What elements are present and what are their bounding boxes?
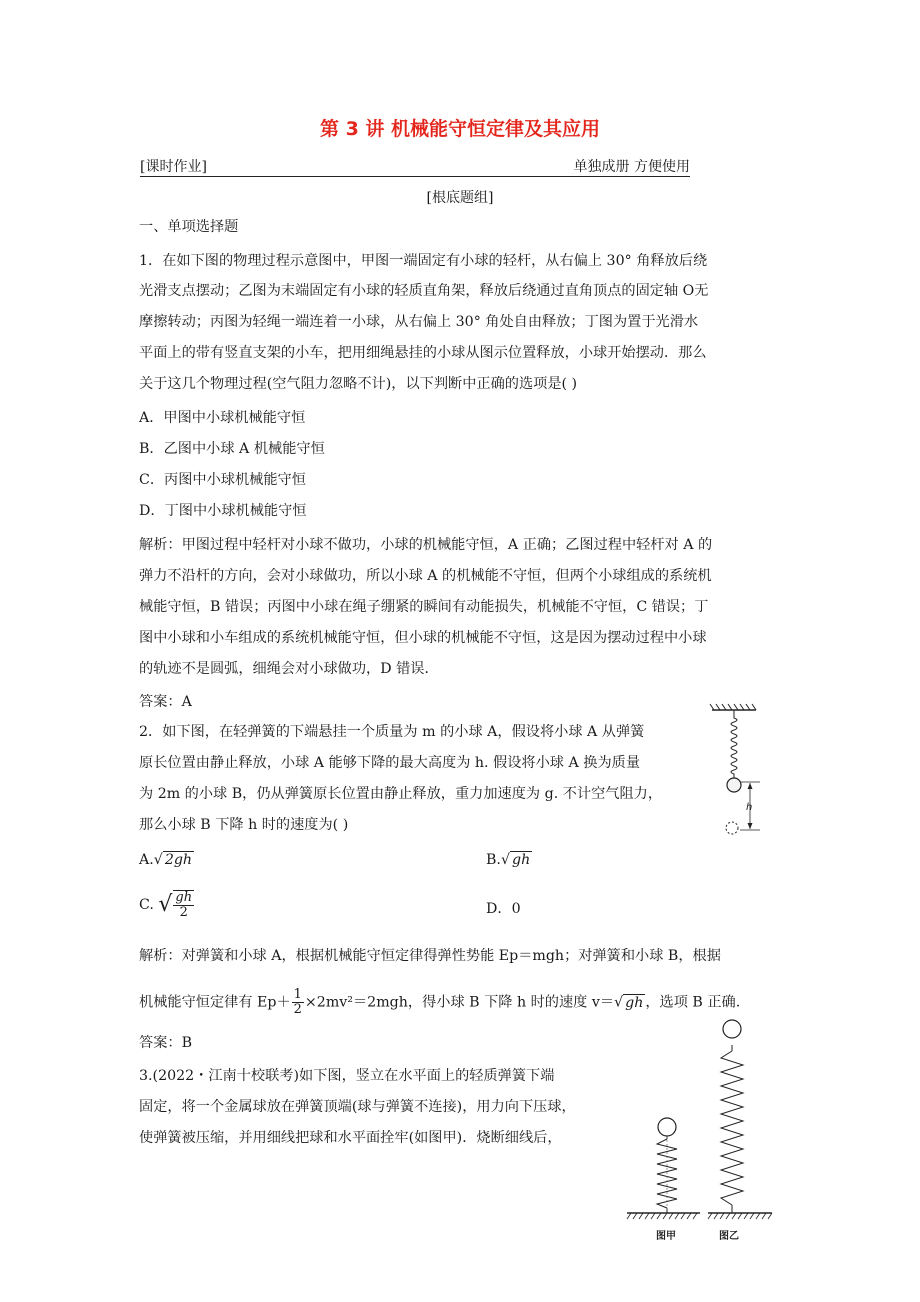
q2-figure-label-h: h bbox=[746, 802, 753, 813]
q1-option-d: D．丁图中小球机械能守恒 bbox=[139, 503, 307, 519]
q2-option-a-label: A. bbox=[139, 852, 154, 868]
q3-line: 固定，将一个金属球放在弹簧顶端(球与弹簧不连接)，用力向下压球， bbox=[139, 1099, 576, 1115]
q3-line: 3.(2022・江南十校联考)如下图，竖立在水平面上的轻质弹簧下端 bbox=[139, 1068, 555, 1084]
q1-line: 关于这几个物理过程(空气阻力忽略不计)，以下判断中正确的选项是( ) bbox=[139, 376, 578, 392]
q1-option-a: A．甲图中小球机械能守恒 bbox=[139, 410, 306, 426]
q2-answer: 答案：B bbox=[139, 1035, 192, 1051]
q2-option-c-num: gh bbox=[175, 890, 193, 905]
q2-analysis-part: 机械能守恒定律有 Ep＋ bbox=[139, 994, 291, 1011]
q2-analysis-frac-den: 2 bbox=[293, 1002, 302, 1017]
q1-line: 1．在如下图的物理过程示意图中，甲图一端固定有小球的轻杆，从右偏上 30° 角释放后绕 bbox=[139, 253, 708, 269]
q3-figure-label-jia: 图甲 bbox=[656, 1231, 676, 1242]
q1-analysis-line: 械能守恒，B 错误；丙图中小球在绳子绷紧的瞬间有动能损失，机械能不守恒，C 错误；丁 bbox=[139, 599, 709, 615]
q2-analysis-sqrt: gh bbox=[625, 994, 644, 1011]
q2-option-a-value: 2gh bbox=[164, 852, 193, 868]
q2-line: 为 2m 的小球 B，仍从弹簧原长位置由静止释放，重力加速度为 g. 不计空气阻力， bbox=[139, 786, 663, 802]
q2-option-c: C. √ $\frac{gh}{2}$ bbox=[139, 890, 193, 920]
q2-line: 2．如下图，在轻弹簧的下端悬挂一个质量为 m 的小球 A，假设将小球 A 从弹簧 bbox=[139, 724, 645, 740]
q2-spring-figure bbox=[700, 700, 780, 840]
q3-springs-figure bbox=[622, 1015, 782, 1245]
q1-analysis-line: 弹力不沿杆的方向，会对小球做功，所以小球 A 的机械能不守恒，但两个小球组成的系统机 bbox=[139, 568, 712, 584]
q1-line: 光滑支点摆动；乙图为末端固定有小球的轻质直角架，释放后绕通过直角顶点的固定轴 O无 bbox=[139, 283, 709, 299]
q2-option-b: B.√ gh bbox=[486, 852, 531, 868]
q2-option-b-value: gh bbox=[511, 852, 531, 868]
group-title: [根底题组] bbox=[426, 190, 494, 206]
q1-option-c: C．丙图中小球机械能守恒 bbox=[139, 472, 306, 488]
q1-analysis-line: 的轨迹不是圆弧，细绳会对小球做功，D 错误． bbox=[139, 661, 439, 677]
q2-option-b-label: B. bbox=[486, 852, 501, 868]
q2-line: 那么小球 B 下降 h 时的速度为( ) bbox=[139, 817, 349, 833]
section-heading: 一、单项选择题 bbox=[139, 219, 239, 235]
q2-analysis-part: ×2mv²＝2mgh，得小球 B 下降 h 时的速度 v＝ bbox=[304, 994, 615, 1011]
lecture-title: 第 3 讲 机械能守恒定律及其应用 bbox=[319, 118, 601, 140]
q2-analysis-line-2: 机械能守恒定律有 Ep＋ $\frac{1}{2}$ ×2mv²＝2mgh，得小球 B 下降 h 时的速度 v＝√ gh ，选项 B 正确. bbox=[139, 987, 741, 1017]
q1-analysis-line: 图中小球和小车组成的系统机械能守恒，但小球的机械能不守恒，这是因为摆动过程中小球 bbox=[139, 630, 707, 646]
q1-line: 平面上的带有竖直支架的小车，把用细绳悬挂的小球从图示位置释放，小球开始摆动．那么 bbox=[139, 345, 707, 361]
q2-line: 原长位置由静止释放，小球 A 能够下降的最大高度为 h. 假设将小球 A 换为质量 bbox=[139, 755, 641, 771]
q2-option-a: A.√ 2gh bbox=[139, 852, 193, 868]
q2-analysis-line-1: 解析：对弹簧和小球 A，根据机械能守恒定律得弹性势能 Ep＝mgh；对弹簧和小球 B，根据 bbox=[139, 948, 721, 964]
q1-line: 摩擦转动；丙图为轻绳一端连着一小球，从右偏上 30° 角处自由释放；丁图为置于光滑水 bbox=[139, 314, 699, 330]
header-left: [课时作业] bbox=[140, 159, 207, 175]
header-right: 单独成册 方便使用 bbox=[573, 159, 690, 175]
q1-analysis-line: 解析：甲图过程中轻杆对小球不做功，小球的机械能守恒，A 正确；乙图过程中轻杆对 A 的 bbox=[139, 537, 713, 553]
header-row bbox=[140, 154, 690, 177]
q2-option-c-label: C. bbox=[139, 897, 154, 913]
q2-analysis-frac-num: 1 bbox=[293, 987, 302, 1002]
q2-analysis-part: ，选项 B 正确. bbox=[645, 994, 741, 1011]
q3-line: 使弹簧被压缩，并用细线把球和水平面拴牢(如图甲)．烧断细线后， bbox=[139, 1130, 562, 1146]
q2-option-c-den: 2 bbox=[179, 905, 188, 920]
q1-option-b: B．乙图中小球 A 机械能守恒 bbox=[139, 441, 325, 457]
q3-figure-label-yi: 图乙 bbox=[719, 1231, 739, 1242]
q2-option-d: D．0 bbox=[486, 901, 521, 917]
q1-answer: 答案：A bbox=[139, 694, 192, 710]
